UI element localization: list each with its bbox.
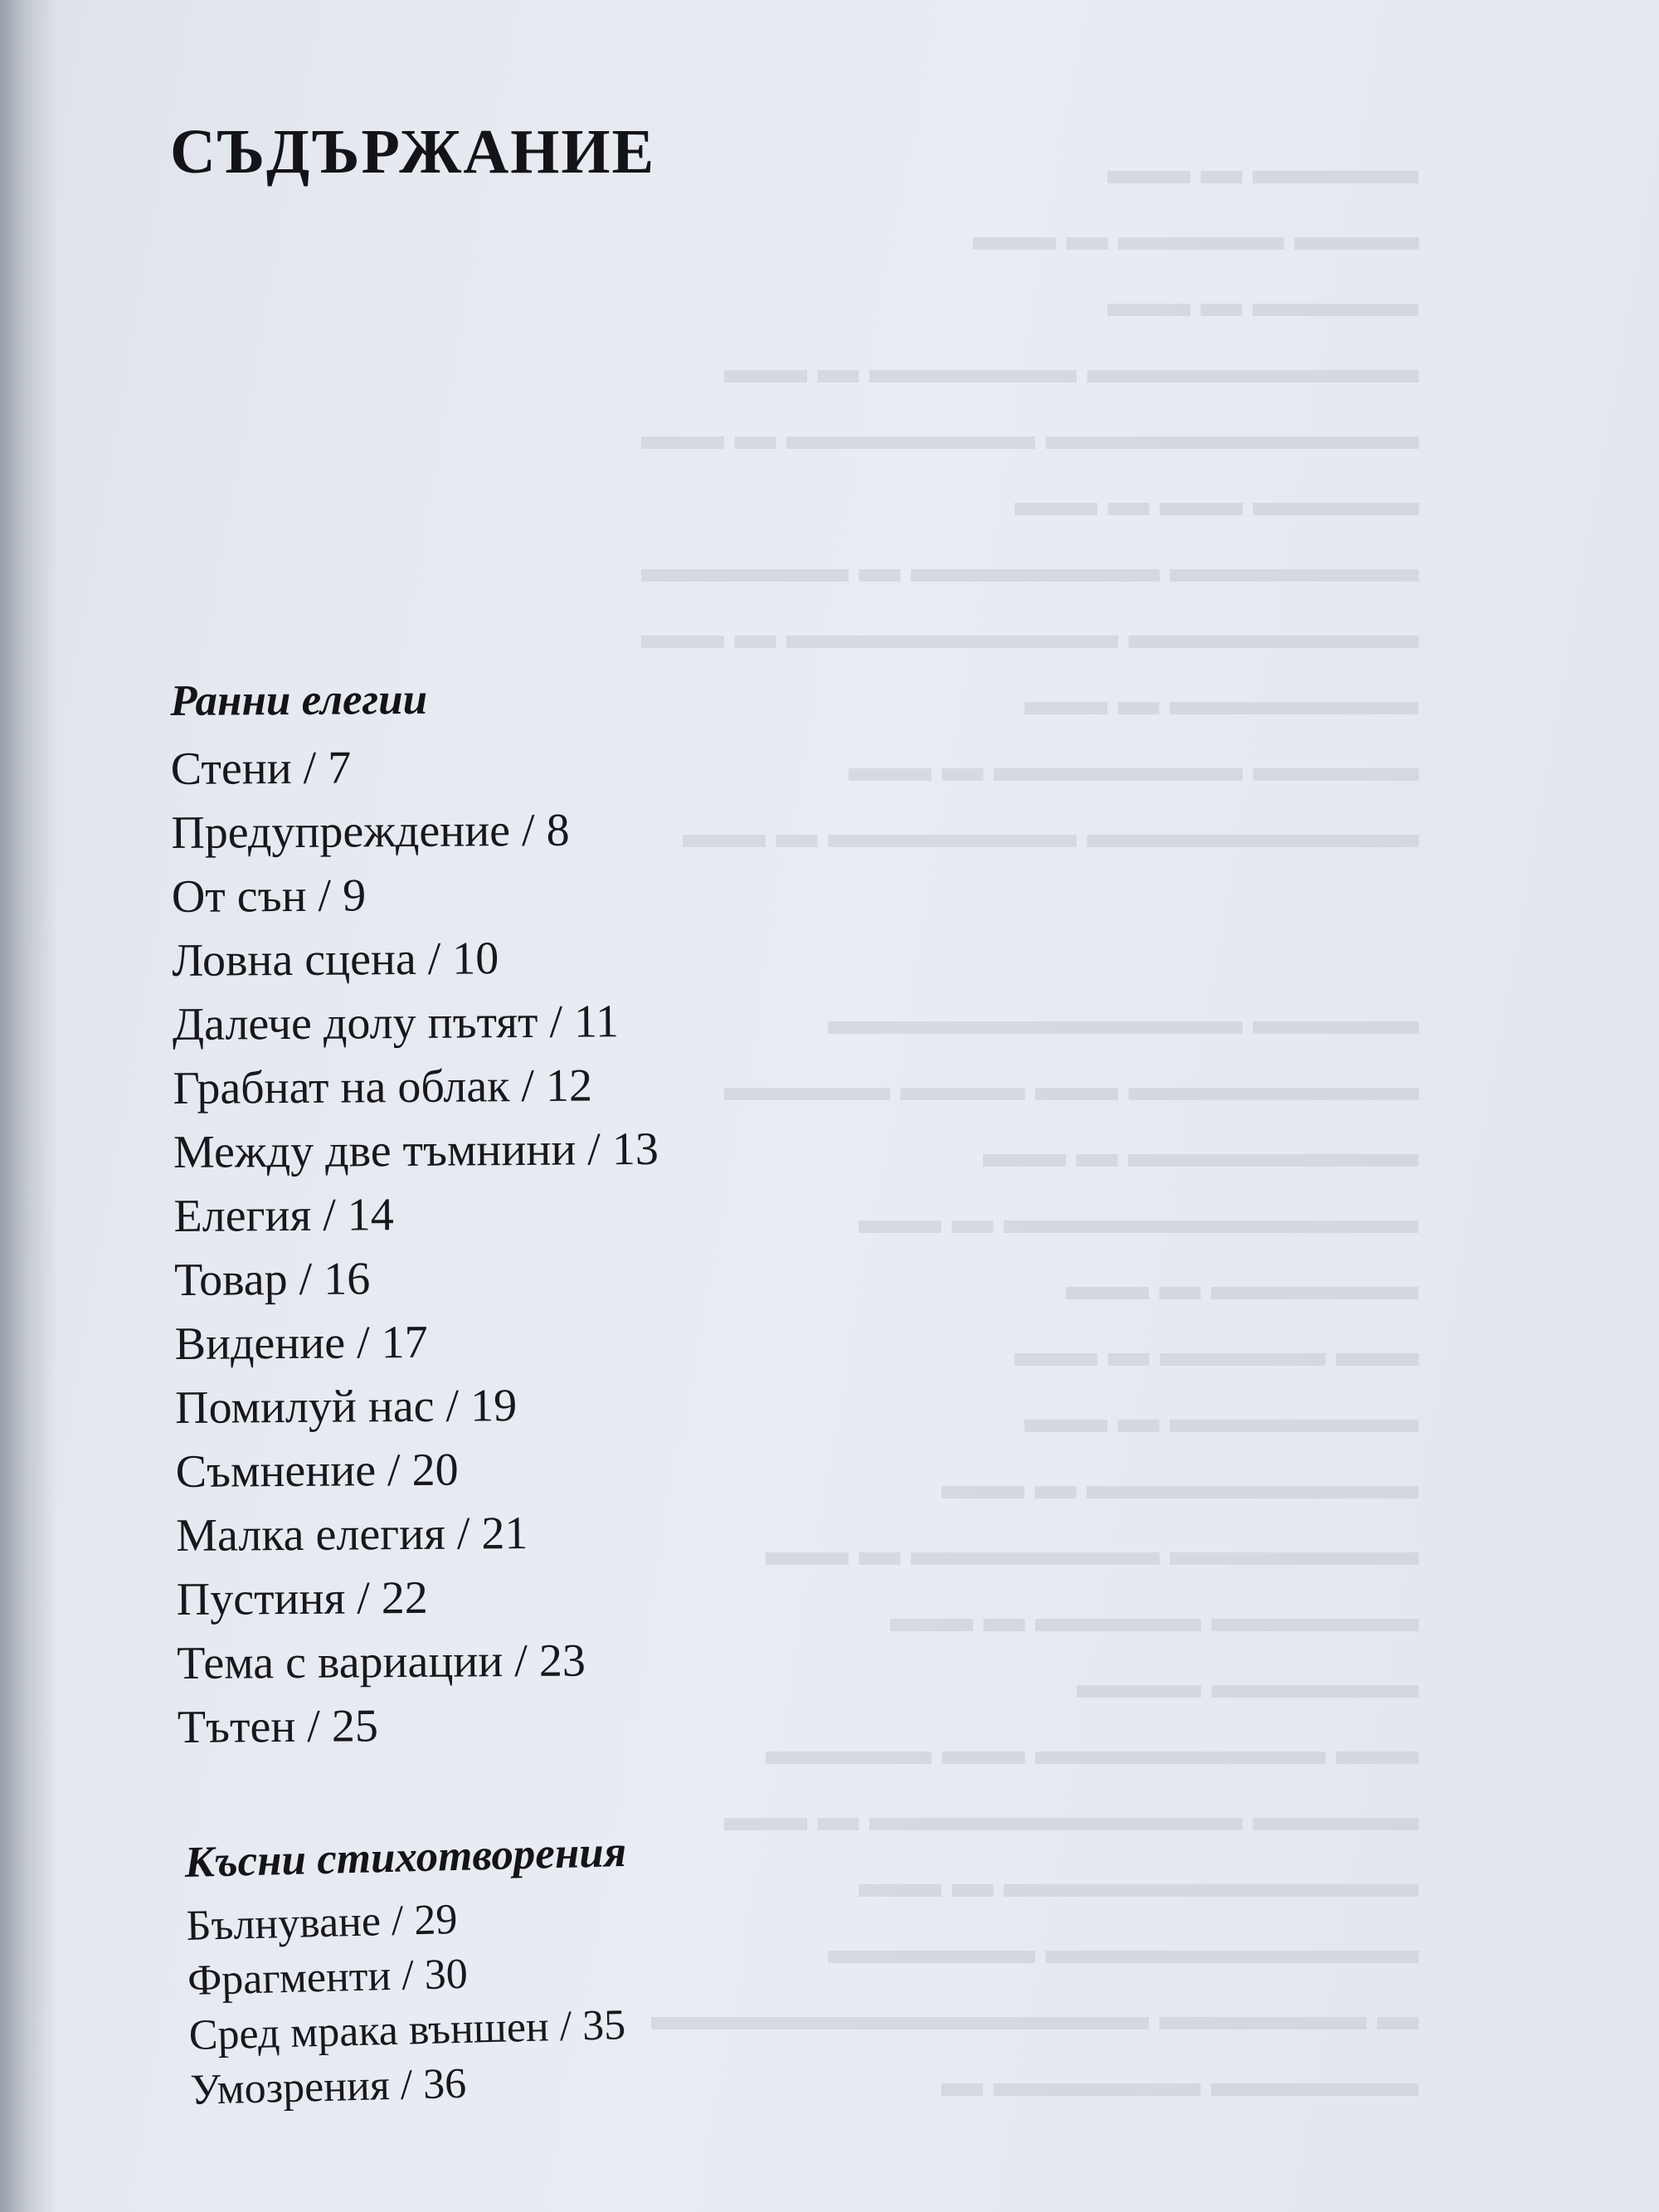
show-through-line: ▬▬▬▬▬ ▬ ▬▬ bbox=[1066, 1262, 1418, 1308]
book-spine-shadow bbox=[0, 0, 58, 2212]
show-through-line: ▬▬▬▬▬▬ ▬▬▬▬▬▬ ▬ ▬▬ bbox=[765, 1527, 1418, 1574]
toc-entry: Сред мрака външен / 35 bbox=[188, 2001, 626, 2059]
show-through-line: ▬ ▬▬▬▬▬ ▬▬▬▬▬▬▬▬▬▬▬▬ bbox=[651, 1992, 1418, 2039]
show-through-line: ▬▬▬▬ ▬▬▬▬▬▬▬▬▬▬ bbox=[827, 996, 1418, 1043]
page-title: СЪДЪРЖАНИЕ bbox=[170, 117, 656, 187]
toc-entry: Товар / 16 bbox=[173, 1253, 371, 1306]
show-through-line: ▬▬ ▬▬▬▬▬▬▬ ▬▬ ▬▬▬▬ bbox=[765, 1727, 1418, 1773]
show-through-line: ▬▬▬▬ ▬ ▬▬ bbox=[1107, 146, 1418, 192]
show-through-line: ▬▬▬▬▬▬▬ ▬▬ ▬▬▬ ▬▬▬▬ bbox=[723, 1063, 1418, 1109]
show-through-line: ▬▬▬▬▬▬ ▬▬▬▬▬▬ ▬ ▬▬▬▬▬ bbox=[640, 544, 1418, 591]
show-through-line: ▬▬▬▬▬ ▬▬▬ bbox=[1076, 1660, 1418, 1707]
toc-entry: Умозрения / 36 bbox=[189, 2059, 467, 2114]
show-through-line: ▬▬▬▬ ▬ ▬▬ bbox=[1107, 279, 1418, 325]
toc-entry: Елегия / 14 bbox=[173, 1189, 395, 1242]
toc-entry: Далече долу пътят / 11 bbox=[172, 996, 620, 1050]
show-through-line: ▬▬▬▬▬ ▬▬▬▬ ▬ ▬▬ bbox=[889, 1594, 1418, 1640]
toc-entry: От сън / 9 bbox=[171, 870, 367, 923]
show-through-line: ▬▬▬▬▬▬▬▬▬▬ ▬ ▬▬ bbox=[859, 1196, 1418, 1242]
show-through-line: ▬▬▬▬ ▬▬ ▬ ▬▬ bbox=[1014, 478, 1418, 524]
show-through-line: ▬▬▬▬ ▬▬▬▬▬▬▬▬▬ ▬ ▬▬ bbox=[723, 1793, 1418, 1839]
toc-entry: Стени / 7 bbox=[170, 742, 352, 795]
show-through-line: ▬▬▬▬▬▬▬▬ ▬ ▬▬ bbox=[941, 1461, 1418, 1508]
show-through-line: ▬▬ ▬▬▬▬ ▬ ▬▬ bbox=[1014, 1328, 1418, 1375]
show-through-line: ▬▬▬ ▬▬▬▬ ▬ ▬▬ bbox=[972, 212, 1418, 259]
toc-entry: Съмнение / 20 bbox=[175, 1444, 459, 1498]
toc-entry: Между две тъмнини / 13 bbox=[173, 1123, 659, 1178]
show-through-line: ▬▬▬▬▬▬▬ ▬ ▬▬ bbox=[983, 1129, 1418, 1176]
toc-entry: Пустиня / 22 bbox=[176, 1571, 429, 1625]
toc-entry: Тътен / 25 bbox=[177, 1700, 379, 1753]
toc-entry: Грабнат на облак / 12 bbox=[173, 1060, 593, 1114]
section-title: Ранни елегии bbox=[170, 675, 428, 725]
show-through-line: ▬▬▬▬▬▬▬▬▬ ▬▬▬▬▬ bbox=[827, 1926, 1418, 1972]
toc-entry: Фрагменти / 30 bbox=[187, 1950, 469, 2005]
show-through-line: ▬▬▬▬▬▬ ▬ ▬▬ bbox=[1024, 677, 1418, 724]
show-through-line: ▬▬▬▬▬▬▬▬▬ ▬▬▬▬▬▬ ▬ ▬▬ bbox=[640, 412, 1418, 458]
toc-entry: Бълнуване / 29 bbox=[185, 1895, 459, 1950]
toc-entry: Ловна сцена / 10 bbox=[172, 933, 499, 987]
show-through-line: ▬▬▬▬ ▬▬▬▬▬▬ ▬ ▬▬ bbox=[848, 743, 1418, 790]
show-through-line: ▬▬▬▬▬▬▬ ▬▬▬▬▬▬▬▬ ▬ ▬▬ bbox=[640, 611, 1418, 657]
toc-entry: Предупреждение / 8 bbox=[171, 804, 570, 859]
toc-entry: Видение / 17 bbox=[174, 1316, 428, 1370]
show-through-line: ▬▬▬▬▬ ▬▬▬▬▬ ▬ bbox=[941, 2059, 1418, 2105]
toc-entry: Тема с вариации / 23 bbox=[177, 1635, 586, 1689]
toc-section-early-elegies bbox=[170, 673, 663, 1760]
show-through-line: ▬▬▬▬▬▬ ▬ ▬▬ bbox=[1024, 1395, 1418, 1441]
show-through-line: ▬▬▬▬▬▬▬▬ ▬▬▬▬▬▬ ▬ ▬▬ bbox=[682, 810, 1418, 856]
toc-entry: Малка елегия / 21 bbox=[176, 1508, 528, 1562]
toc-entry: Помилуй нас / 19 bbox=[174, 1380, 518, 1434]
show-through-line: ▬▬▬▬▬▬▬▬ ▬▬▬▬▬ ▬ ▬▬ bbox=[723, 345, 1418, 392]
toc-section-late-poems bbox=[184, 1827, 632, 2118]
show-through-line: ▬▬▬▬▬▬▬▬▬▬ ▬ ▬▬ bbox=[859, 1859, 1418, 1906]
section-title: Късни стихотворения bbox=[184, 1827, 627, 1887]
